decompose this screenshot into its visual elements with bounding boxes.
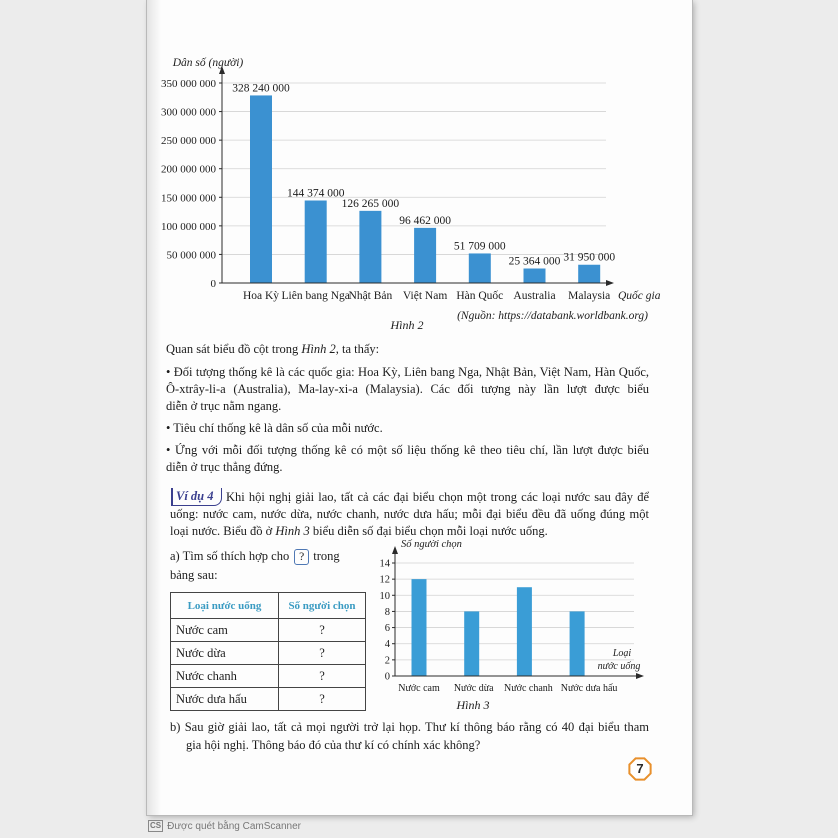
table-row bbox=[171, 642, 366, 665]
figure-source: (Nguồn: https://databank.worldbank.org) bbox=[457, 310, 648, 322]
y-tick-label: 250 000 000 bbox=[161, 135, 216, 148]
y-tick-label: 6 bbox=[384, 623, 390, 635]
data-label: 328 240 000 bbox=[232, 82, 290, 95]
bullet-2-line-1: • Tiêu chí thống kê là dân số của mỗi nước. bbox=[166, 421, 383, 435]
category-label: Hoa Kỳ bbox=[242, 290, 280, 302]
question-mark-box: ? bbox=[294, 549, 309, 565]
example-text: loại nước. Biểu đồ ở bbox=[170, 524, 276, 538]
y-tick-label: 300 000 000 bbox=[161, 106, 216, 119]
drink-name-cell: Nước dừa bbox=[171, 642, 279, 665]
y-tick-label: 100 000 000 bbox=[161, 220, 216, 233]
drink-name-cell: Nước dưa hấu bbox=[171, 688, 279, 711]
drink-name-cell: Nước cam bbox=[171, 619, 279, 642]
bar-australia bbox=[524, 269, 546, 283]
intro-text-end: , ta thấy: bbox=[335, 342, 380, 356]
bar-han-quoc bbox=[469, 253, 491, 283]
bar-lien-bang-nga bbox=[305, 201, 327, 283]
y-tick-label: 14 bbox=[379, 558, 390, 570]
x-axis-arrow-icon bbox=[636, 673, 644, 679]
drink-choice-bar-chart bbox=[368, 535, 668, 698]
y-tick-label: 350 000 000 bbox=[161, 78, 216, 90]
category-label: Nước cam bbox=[398, 683, 440, 694]
table-header-row bbox=[171, 593, 366, 619]
page-number-badge bbox=[627, 756, 653, 782]
part-a-text-end: trong bbox=[313, 549, 340, 563]
y-tick-label: 50 000 000 bbox=[166, 249, 216, 262]
category-label: Nước chanh bbox=[504, 683, 553, 694]
bar-nuoc-cam bbox=[412, 579, 427, 676]
column-header-drink-type: Loại nước uống bbox=[171, 593, 279, 619]
x-axis-label-line-1: Loại bbox=[612, 648, 632, 659]
y-tick-label: 150 000 000 bbox=[161, 192, 216, 205]
table-row bbox=[171, 619, 366, 642]
bullet-1-line-3: diễn ở trục nằm ngang. bbox=[166, 399, 282, 413]
category-label: Malaysia bbox=[568, 290, 611, 302]
category-label: Nhật Bản bbox=[348, 290, 393, 302]
count-cell: ? bbox=[279, 619, 366, 642]
bar-malaysia bbox=[578, 265, 600, 283]
y-tick-label: 0 bbox=[210, 278, 216, 290]
x-axis-label-line-2: nước uống bbox=[597, 661, 641, 672]
category-label: Nước dừa bbox=[453, 683, 494, 694]
drink-name-cell: Nước chanh bbox=[171, 665, 279, 688]
count-cell: ? bbox=[279, 642, 366, 665]
intro-sentence bbox=[166, 341, 379, 357]
figure-reference: Hình 3 bbox=[275, 524, 310, 538]
table-row bbox=[171, 665, 366, 688]
bar-viet-nam bbox=[414, 228, 436, 283]
y-tick-label: 0 bbox=[384, 671, 390, 683]
y-tick-label: 2 bbox=[384, 655, 390, 667]
page-number: 7 bbox=[636, 761, 644, 776]
y-tick-label: 12 bbox=[379, 574, 390, 586]
x-axis-label: Quốc gia bbox=[618, 290, 661, 302]
example-line-2: uống: nước cam, nước dừa, nước chanh, nước dưa hấu; mỗi đại biểu đều đã uống đúng một bbox=[170, 507, 649, 521]
figure-caption-hinh-2: Hình 2 bbox=[390, 318, 424, 332]
drink-choice-table bbox=[170, 592, 366, 711]
example-line-1: Khi hội nghị giải lao, tất cả các đại biểu chọn một trong các loại nước sau đây để bbox=[226, 490, 649, 504]
category-label: Australia bbox=[513, 290, 556, 302]
y-tick-label: 8 bbox=[384, 606, 390, 618]
bar-nuoc-chanh bbox=[517, 587, 532, 676]
y-tick-label: 200 000 000 bbox=[161, 163, 216, 176]
population-bar-chart bbox=[148, 48, 692, 310]
bullet-1-line-1: • Đối tượng thống kê là các quốc gia: Hoa Kỳ, Liên bang Nga, Nhật Bản, Việt Nam, Hàn Quốc, bbox=[166, 365, 649, 379]
y-tick-label: 10 bbox=[379, 590, 390, 602]
figure-caption-hinh-3: Hình 3 bbox=[456, 698, 490, 712]
example-text-end: biểu diễn số đại biểu chọn mỗi loại nước uống. bbox=[309, 524, 548, 538]
data-label: 31 950 000 bbox=[563, 251, 616, 264]
scanner-text: Được quét bằng CamScanner bbox=[167, 821, 302, 832]
bar-nuoc-dua-hau bbox=[570, 611, 585, 676]
intro-text: Quan sát biểu đồ cột trong bbox=[166, 342, 302, 356]
bullet-3-line-1: • Ứng với mỗi đối tượng thống kê có một số liệu thống kê theo tiêu chí, lần lượt được biểu bbox=[166, 443, 649, 457]
y-axis-arrow-icon bbox=[392, 546, 398, 554]
part-b-line-1: b) Sau giờ giải lao, tất cả mọi người trở lại họp. Thư kí thông báo rằng có 40 đại biểu tham bbox=[170, 720, 649, 734]
bar-hoa-ky bbox=[250, 95, 272, 283]
category-label: Hàn Quốc bbox=[456, 290, 504, 302]
count-cell: ? bbox=[279, 688, 366, 711]
category-label: Nước dưa hấu bbox=[560, 683, 618, 694]
part-a-text: a) Tìm số thích hợp cho bbox=[170, 549, 290, 563]
column-header-count: Số người chọn bbox=[279, 593, 366, 619]
part-b-line-2: gia hội nghị. Thông báo đó của thư kí có chính xác không? bbox=[186, 738, 481, 752]
part-a-line-2: bảng sau: bbox=[170, 568, 218, 582]
table-row bbox=[171, 688, 366, 711]
bullet-3-line-2: diễn ở trục thẳng đứng. bbox=[166, 460, 283, 474]
part-a-line-1 bbox=[170, 548, 340, 565]
data-label: 25 364 000 bbox=[508, 255, 561, 268]
category-label: Liên bang Nga bbox=[281, 290, 350, 302]
y-axis-label: Số người chọn bbox=[401, 539, 462, 550]
scanner-watermark bbox=[148, 820, 301, 833]
data-label: 144 374 000 bbox=[286, 187, 345, 200]
figure-reference: Hình 2 bbox=[301, 342, 336, 356]
category-label: Việt Nam bbox=[402, 290, 448, 302]
bar-nuoc-dua bbox=[464, 611, 479, 676]
bar-nhat-ban bbox=[359, 211, 381, 283]
count-cell: ? bbox=[279, 665, 366, 688]
y-tick-label: 4 bbox=[384, 639, 390, 651]
camscanner-logo-icon: CS bbox=[150, 821, 162, 831]
example-label: Ví dụ 4 bbox=[171, 488, 222, 506]
data-label: 96 462 000 bbox=[399, 214, 451, 227]
data-label: 51 709 000 bbox=[453, 240, 506, 253]
bullet-1-line-2: Ô-xtrây-li-a (Australia), Ma-lay-xi-a (Malaysia). Các đối tượng này lần lượt được biểu bbox=[166, 382, 649, 396]
data-label: 126 265 000 bbox=[341, 197, 400, 210]
y-axis-label: Dân số (người) bbox=[172, 57, 244, 69]
x-axis-arrow-icon bbox=[606, 280, 614, 286]
